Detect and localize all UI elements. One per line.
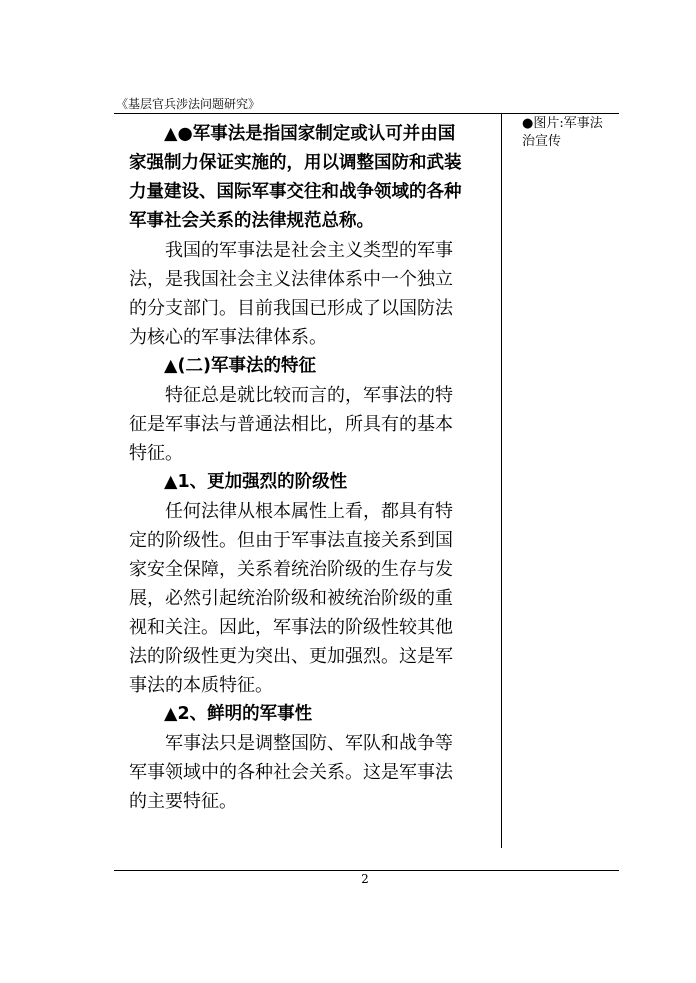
- body-paragraph: 特征总是就比较而言的，军事法的特征是军事法与普通法相比，所具有的基本特征。: [129, 385, 453, 464]
- footer-rule: [114, 870, 619, 871]
- definition-paragraph: ▲●军事法是指国家制定或认可并由国家强制力保证实施的，用以调整国防和武装力量建设、国际军事交往和战争领域的各种军事社会关系的法律规范总称。: [129, 124, 462, 231]
- body-paragraph: 任何法律从根本属性上看，都具有特定的阶级性。但由于军事法直接关系到国家安全保障，关系着统治阶级的生存与发展，必然引起统治阶级和被统治阶级的重视和关注。因此，军事法的阶级性较其他法的阶级性更为突出、更加强烈。这是军事法的本质特征。: [129, 501, 453, 696]
- header-rule: [114, 113, 619, 114]
- section-heading: ▲(二)军事法的特征: [164, 356, 316, 376]
- body-paragraph: 军事法只是调整国防、军队和战争等军事领域中的各种社会关系。这是军事法的主要特征。: [129, 733, 453, 812]
- subsection-heading: ▲1、更加强烈的阶级性: [164, 472, 348, 492]
- page-number: 2: [361, 872, 369, 886]
- body-paragraph: 我国的军事法是社会主义类型的军事法，是我国社会主义法律体系中一个独立的分支部门。目前我国已形成了以国防法为核心的军事法律体系。: [129, 240, 453, 348]
- column-divider: [501, 113, 502, 848]
- subsection-heading: ▲2、鲜明的军事性: [164, 704, 313, 724]
- main-text: [129, 120, 469, 816]
- side-note: ●图片:军事法治宣传: [522, 116, 603, 149]
- running-header: 《基层官兵涉法问题研究》: [116, 97, 261, 111]
